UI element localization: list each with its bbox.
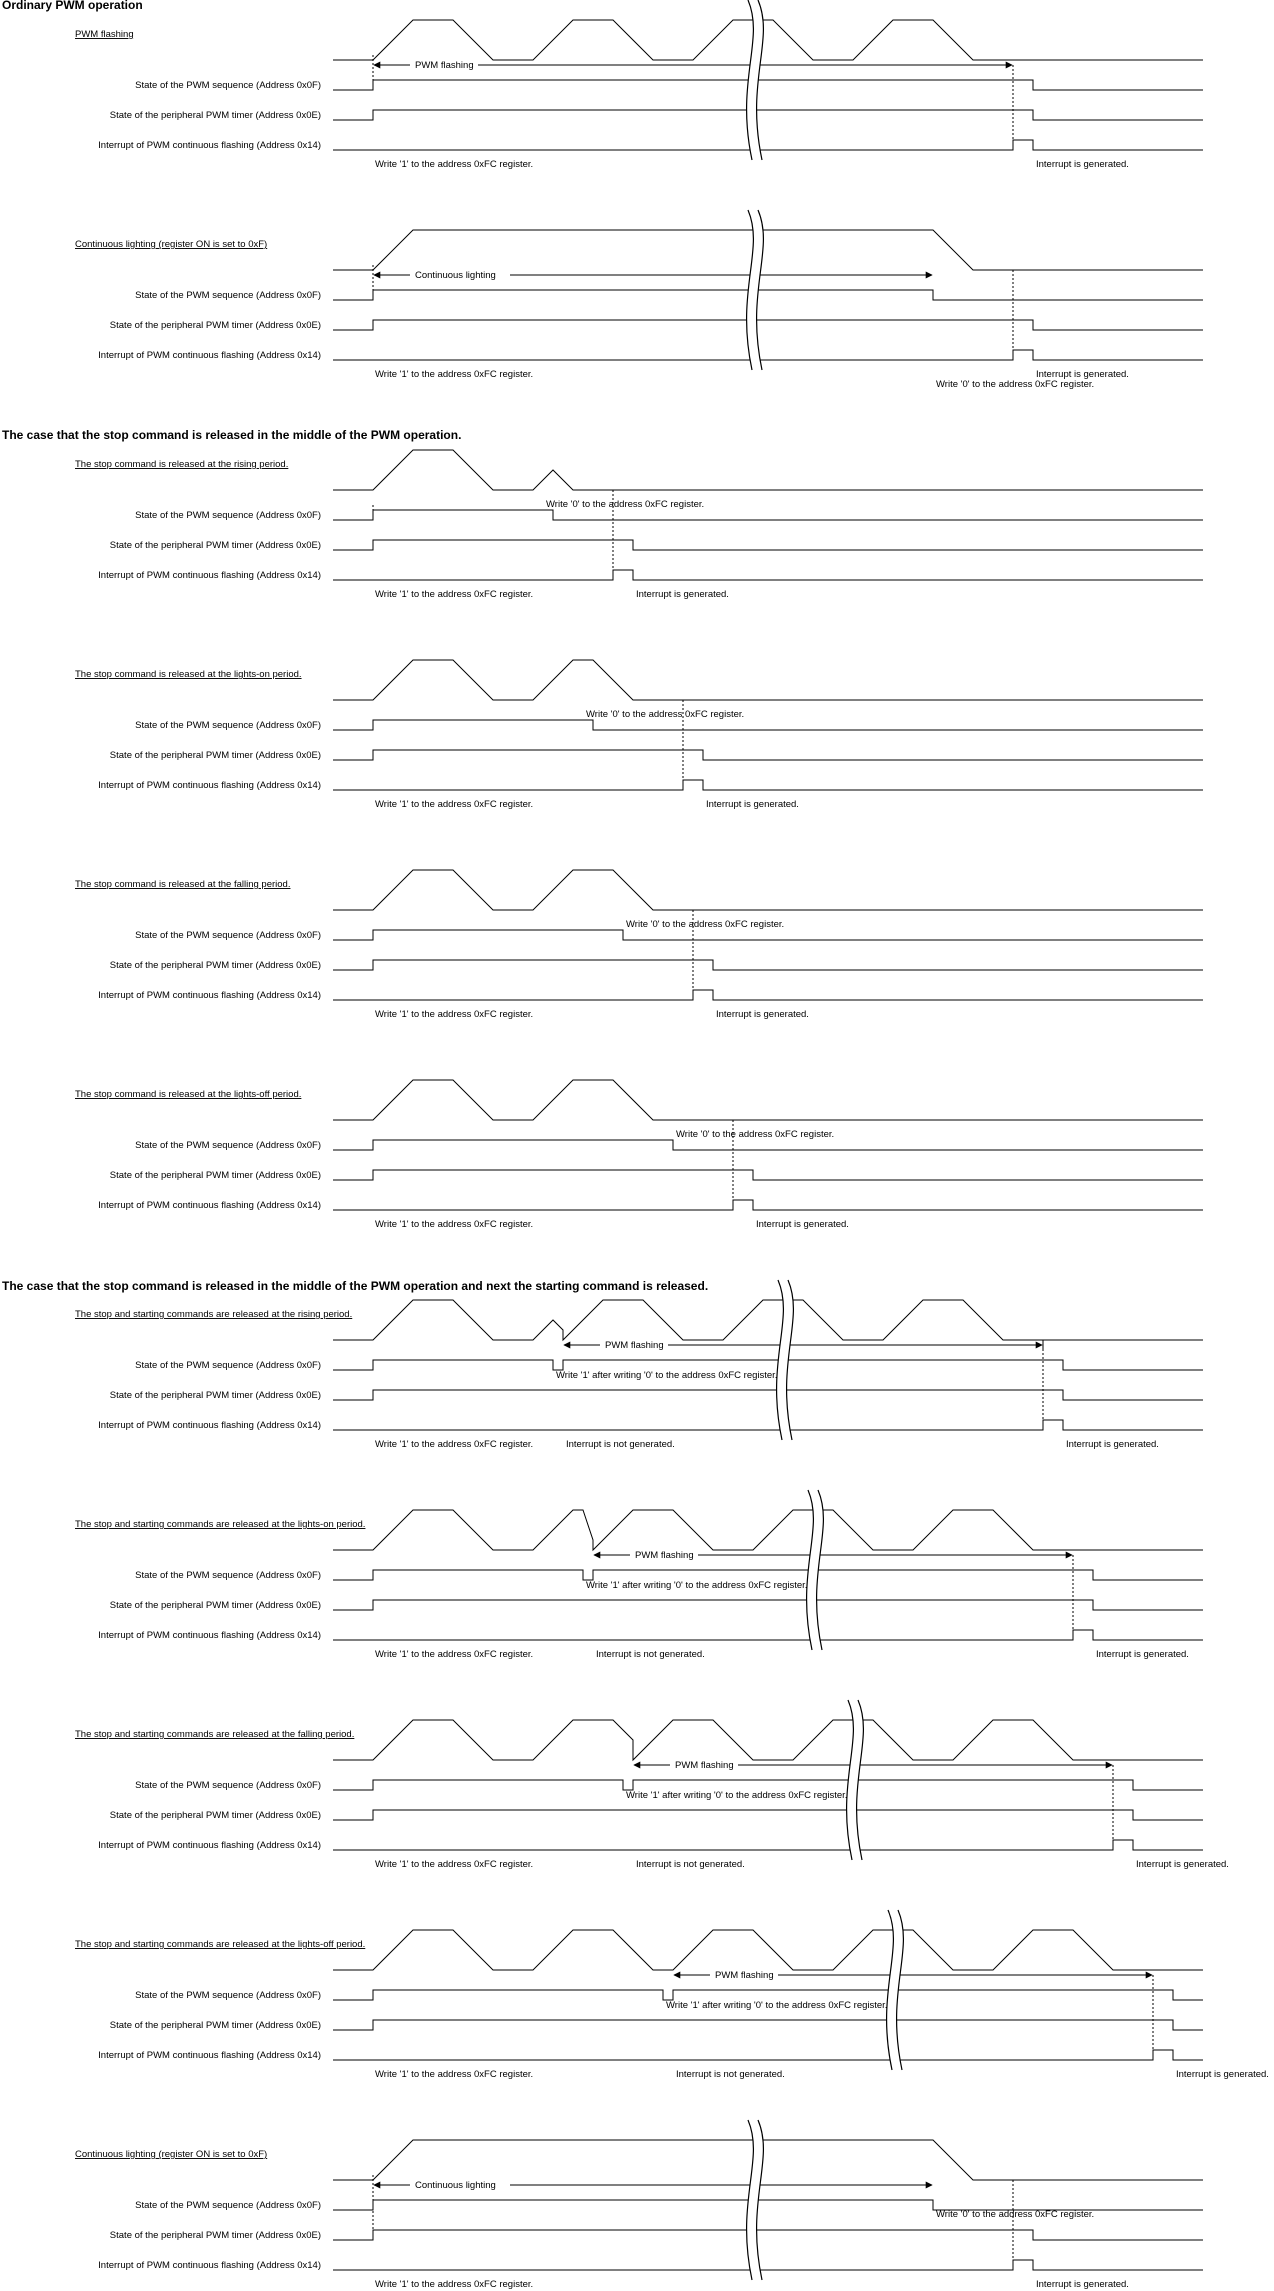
brightness-waveform (333, 2140, 1203, 2180)
arrow-label: PWM flashing (635, 1550, 694, 1561)
note-write-1: Write '1' to the address 0xFC register. (375, 1859, 534, 1870)
note-write-1-after-0: Write '1' after writing '0' to the address 0xFC register. (666, 2000, 888, 2011)
pwm-sequence-signal (333, 510, 1203, 520)
pwm-sequence-signal (333, 80, 1203, 90)
brightness-waveform (333, 1720, 1203, 1760)
row-label-pwm-sequence: State of the PWM sequence (Address 0x0F) (135, 1140, 321, 1151)
panel-title: PWM flashing (75, 29, 134, 40)
panel-continuous-lighting (75, 210, 1203, 390)
row-label-interrupt: Interrupt of PWM continuous flashing (Address 0x14) (98, 570, 321, 581)
pwm-sequence-signal (333, 1360, 1203, 1370)
panel-title: The stop and starting commands are released at the rising period. (75, 1309, 353, 1320)
pwm-timer-signal (333, 1810, 1203, 1820)
interrupt-signal (333, 1200, 1203, 1210)
row-label-pwm-timer: State of the peripheral PWM timer (Address 0x0E) (109, 750, 321, 761)
row-label-pwm-sequence: State of the PWM sequence (Address 0x0F) (135, 1360, 321, 1371)
row-label-pwm-timer: State of the peripheral PWM timer (Address 0x0E) (109, 1600, 321, 1611)
arrow-label: PWM flashing (675, 1760, 734, 1771)
note-interrupt-generated: Interrupt is generated. (756, 1219, 849, 1230)
interrupt-signal (333, 780, 1203, 790)
panel-title: The stop and starting commands are released at the falling period. (75, 1729, 355, 1740)
row-label-pwm-timer: State of the peripheral PWM timer (Address 0x0E) (109, 320, 321, 331)
brightness-waveform (333, 1930, 1203, 1970)
arrow-label: PWM flashing (415, 60, 474, 71)
note-write-1: Write '1' to the address 0xFC register. (375, 369, 534, 380)
row-label-interrupt: Interrupt of PWM continuous flashing (Address 0x14) (98, 1630, 321, 1641)
interrupt-signal (333, 1840, 1203, 1850)
note-interrupt-generated: Interrupt is generated. (1036, 159, 1129, 170)
row-label-pwm-timer: State of the peripheral PWM timer (Address 0x0E) (109, 540, 321, 551)
note-interrupt-generated: Interrupt is generated. (1066, 1439, 1159, 1450)
row-label-pwm-sequence: State of the PWM sequence (Address 0x0F) (135, 1990, 321, 2001)
pwm-timer-signal (333, 1390, 1203, 1400)
section-header-ordinary: Ordinary PWM operation (2, 0, 143, 12)
note-interrupt-generated: Interrupt is generated. (1176, 2069, 1269, 2080)
row-label-interrupt: Interrupt of PWM continuous flashing (Address 0x14) (98, 780, 321, 791)
note-write-1: Write '1' to the address 0xFC register. (375, 159, 534, 170)
note-write-1-after-0: Write '1' after writing '0' to the address 0xFC register. (626, 1790, 848, 1801)
pwm-sequence-signal (333, 1140, 1203, 1150)
interrupt-signal (333, 990, 1203, 1000)
panel-stop-lights-off (75, 1080, 1203, 1230)
note-write-1-after-0: Write '1' after writing '0' to the address 0xFC register. (556, 1370, 778, 1381)
row-label-pwm-timer: State of the peripheral PWM timer (Address 0x0E) (109, 960, 321, 971)
pwm-sequence-signal (333, 720, 1203, 730)
brightness-waveform (333, 660, 1203, 700)
arrow-label: PWM flashing (715, 1970, 774, 1981)
interrupt-signal (333, 570, 1203, 580)
brightness-waveform (333, 230, 1203, 270)
row-label-pwm-sequence: State of the PWM sequence (Address 0x0F) (135, 720, 321, 731)
note-write-0: Write '0' to the address 0xFC register. (546, 499, 705, 510)
row-label-pwm-sequence: State of the PWM sequence (Address 0x0F) (135, 2200, 321, 2211)
pwm-timer-signal (333, 110, 1203, 120)
pwm-sequence-signal (333, 930, 1203, 940)
pwm-sequence-signal (333, 1990, 1203, 2000)
note-write-0: Write '0' to the address 0xFC register. (626, 919, 785, 930)
interrupt-signal (333, 2260, 1203, 2270)
panel-stop-rising (75, 450, 1203, 600)
note-write-0: Write '0' to the address 0xFC register. (936, 379, 1095, 390)
note-interrupt-not-generated: Interrupt is not generated. (636, 1859, 745, 1870)
arrow-label: Continuous lighting (415, 270, 496, 281)
row-label-pwm-timer: State of the peripheral PWM timer (Address 0x0E) (109, 2230, 321, 2241)
note-interrupt-not-generated: Interrupt is not generated. (596, 1649, 705, 1660)
row-label-interrupt: Interrupt of PWM continuous flashing (Address 0x14) (98, 350, 321, 361)
section-header-stop-start: The case that the stop command is released in the middle of the PWM operation and next the starting command is released. (2, 1279, 709, 1293)
panel-stop-start-lights-on (75, 1490, 1203, 1660)
note-write-1: Write '1' to the address 0xFC register. (375, 589, 534, 600)
row-label-pwm-timer: State of the peripheral PWM timer (Address 0x0E) (109, 1810, 321, 1821)
panel-title: The stop and starting commands are released at the lights-off period. (75, 1939, 366, 1950)
row-label-interrupt: Interrupt of PWM continuous flashing (Address 0x14) (98, 1420, 321, 1431)
arrow-label: PWM flashing (605, 1340, 664, 1351)
row-label-interrupt: Interrupt of PWM continuous flashing (Address 0x14) (98, 2050, 321, 2061)
row-label-interrupt: Interrupt of PWM continuous flashing (Address 0x14) (98, 990, 321, 1001)
note-interrupt-not-generated: Interrupt is not generated. (676, 2069, 785, 2080)
note-interrupt-generated: Interrupt is generated. (716, 1009, 809, 1020)
row-label-interrupt: Interrupt of PWM continuous flashing (Address 0x14) (98, 140, 321, 151)
panel-title: The stop and starting commands are released at the lights-on period. (75, 1519, 366, 1530)
pwm-timer-signal (333, 320, 1203, 330)
pwm-timer-signal (333, 750, 1203, 760)
brightness-waveform (333, 1080, 1203, 1120)
note-write-1: Write '1' to the address 0xFC register. (375, 2069, 534, 2080)
pwm-timer-signal (333, 2230, 1203, 2240)
panel-stop-start-lights-off (75, 1910, 1269, 2080)
row-label-pwm-sequence: State of the PWM sequence (Address 0x0F) (135, 290, 321, 301)
note-write-0: Write '0' to the address 0xFC register. (936, 2209, 1095, 2220)
note-interrupt-generated: Interrupt is generated. (1096, 1649, 1189, 1660)
panel-stop-start-rising (75, 1280, 1203, 1450)
panel-stop-lights-on (75, 660, 1203, 810)
row-label-pwm-timer: State of the peripheral PWM timer (Address 0x0E) (109, 1390, 321, 1401)
note-write-1: Write '1' to the address 0xFC register. (375, 2279, 534, 2290)
interrupt-signal (333, 1420, 1203, 1430)
interrupt-signal (333, 2050, 1203, 2060)
note-write-1: Write '1' to the address 0xFC register. (375, 1219, 534, 1230)
note-interrupt-not-generated: Interrupt is not generated. (566, 1439, 675, 1450)
arrow-label: Continuous lighting (415, 2180, 496, 2191)
interrupt-signal (333, 350, 1203, 360)
brightness-waveform (333, 450, 1203, 490)
section-header-stop: The case that the stop command is released in the middle of the PWM operation. (2, 428, 462, 442)
row-label-pwm-timer: State of the peripheral PWM timer (Address 0x0E) (109, 110, 321, 121)
note-interrupt-generated: Interrupt is generated. (706, 799, 799, 810)
pwm-timer-signal (333, 540, 1203, 550)
pwm-timer-signal (333, 1170, 1203, 1180)
brightness-waveform (333, 870, 1203, 910)
row-label-interrupt: Interrupt of PWM continuous flashing (Address 0x14) (98, 1840, 321, 1851)
panel-stop-start-falling (75, 1700, 1229, 1870)
panel-stop-falling (75, 870, 1203, 1020)
note-write-1-after-0: Write '1' after writing '0' to the address 0xFC register. (586, 1580, 808, 1591)
row-label-pwm-sequence: State of the PWM sequence (Address 0x0F) (135, 510, 321, 521)
panel-continuous-lighting-2 (75, 2120, 1203, 2290)
row-label-pwm-timer: State of the peripheral PWM timer (Address 0x0E) (109, 1170, 321, 1181)
note-interrupt-generated: Interrupt is generated. (636, 589, 729, 600)
panel-title: The stop command is released at the lights-on period. (75, 669, 302, 680)
note-interrupt-generated: Interrupt is generated. (1036, 369, 1129, 380)
pwm-sequence-signal (333, 290, 1203, 300)
panel-title: The stop command is released at the falling period. (75, 879, 291, 890)
panel-title: Continuous lighting (register ON is set to 0xF) (75, 239, 268, 250)
note-write-1: Write '1' to the address 0xFC register. (375, 1439, 534, 1450)
brightness-waveform (333, 1510, 1203, 1550)
brightness-waveform (333, 1300, 1043, 1350)
note-write-1: Write '1' to the address 0xFC register. (375, 1009, 534, 1020)
row-label-interrupt: Interrupt of PWM continuous flashing (Address 0x14) (98, 2260, 321, 2271)
row-label-pwm-sequence: State of the PWM sequence (Address 0x0F) (135, 1570, 321, 1581)
note-interrupt-generated: Interrupt is generated. (1036, 2279, 1129, 2290)
row-label-pwm-sequence: State of the PWM sequence (Address 0x0F) (135, 1780, 321, 1791)
pwm-timer-signal (333, 960, 1203, 970)
row-label-pwm-timer: State of the peripheral PWM timer (Address 0x0E) (109, 2020, 321, 2031)
note-write-0: Write '0' to the address 0xFC register. (676, 1129, 835, 1140)
row-label-pwm-sequence: State of the PWM sequence (Address 0x0F) (135, 80, 321, 91)
row-label-interrupt: Interrupt of PWM continuous flashing (Address 0x14) (98, 1200, 321, 1211)
panel-title: The stop command is released at the rising period. (75, 459, 289, 470)
pwm-timer-signal (333, 2020, 1203, 2030)
brightness-waveform (333, 20, 1203, 60)
row-label-pwm-sequence: State of the PWM sequence (Address 0x0F) (135, 930, 321, 941)
panel-title: Continuous lighting (register ON is set to 0xF) (75, 2149, 268, 2160)
pwm-sequence-signal (333, 1780, 1203, 1790)
note-write-1: Write '1' to the address 0xFC register. (375, 1649, 534, 1660)
panel-pwm-flashing (75, 0, 1203, 170)
note-write-1: Write '1' to the address 0xFC register. (375, 799, 534, 810)
note-write-0: Write '0' to the address 0xFC register. (586, 709, 745, 720)
panel-title: The stop command is released at the lights-off period. (75, 1089, 302, 1100)
note-interrupt-generated: Interrupt is generated. (1136, 1859, 1229, 1870)
interrupt-signal (333, 140, 1203, 150)
